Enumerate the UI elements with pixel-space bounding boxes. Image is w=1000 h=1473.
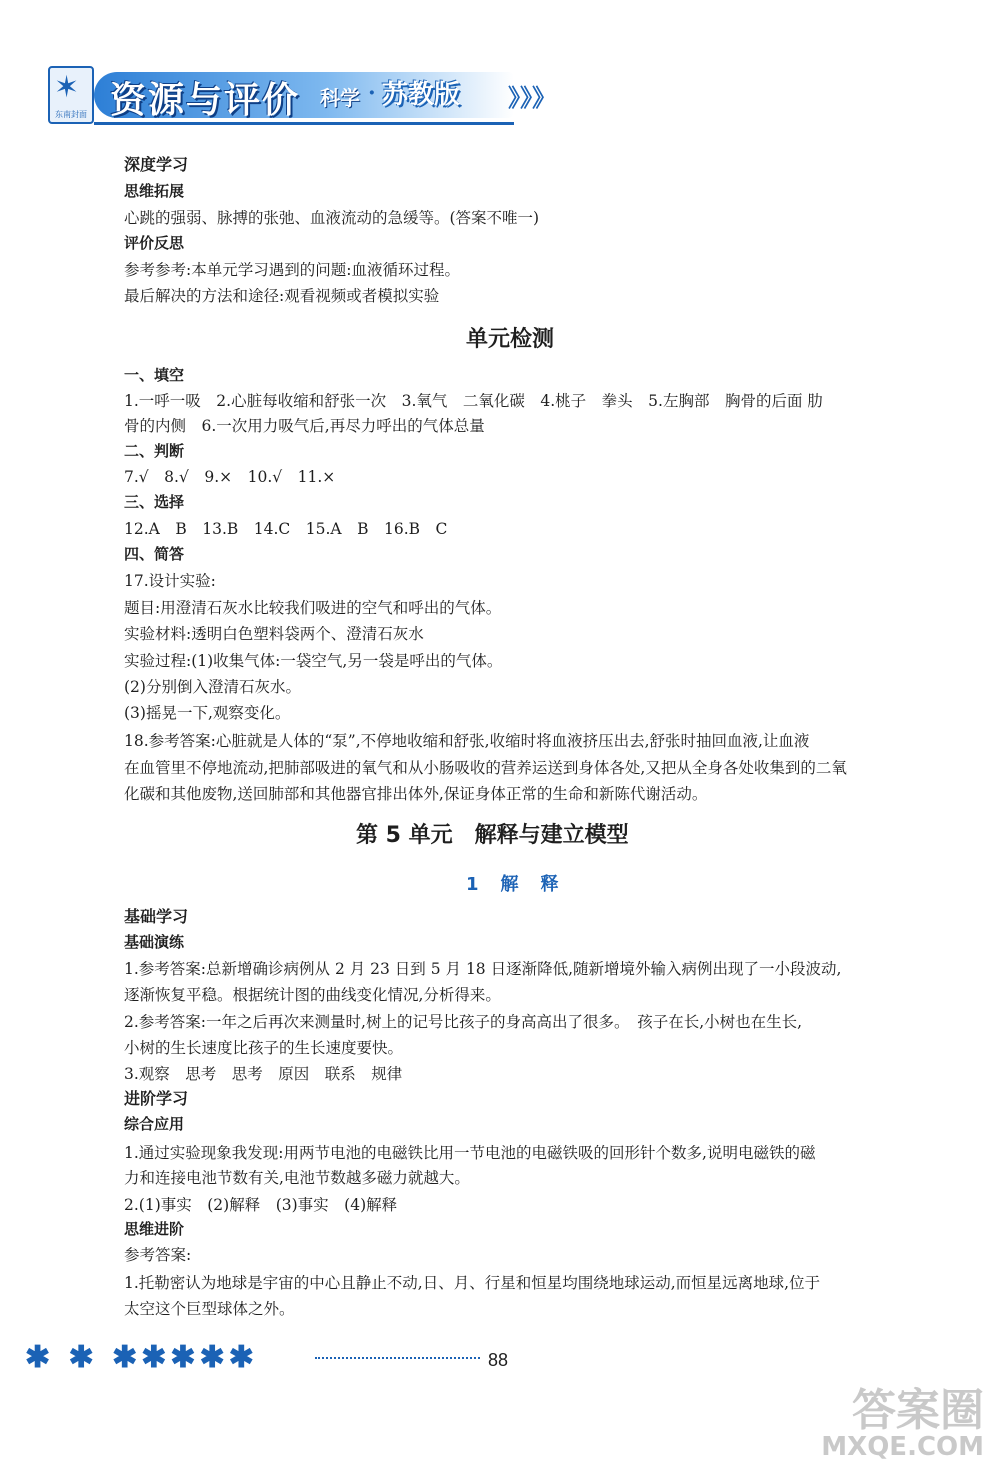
text-line: 逐渐恢复平稳。根据统计图的曲线变化情况,分析得来。 [124, 986, 501, 1004]
separator-dot: · [368, 80, 376, 106]
subsection-heading: 二、判断 [124, 442, 185, 460]
text-line: 心跳的强弱、脉搏的张弛、血液流动的急缓等。(答案不唯一) [124, 209, 540, 227]
text-line: 骨的内侧 6.一次用力吸气后,再尽力呼出的气体总量 [124, 417, 485, 435]
text-line: 2.参考答案:一年之后再次来测量时,树上的记号比孩子的身高高出了很多。 孩子在长,小树也在生长, [124, 1013, 803, 1031]
text-line: 在血管里不停地流动,把肺部吸进的氧气和从小肠吸收的营养运送到身体各处,又把从全身各处收集到的二氧 [124, 759, 847, 777]
text-line: 参考答案: [124, 1246, 192, 1264]
star-logo-icon: ✶ [54, 70, 80, 105]
text-line: (3)摇晃一下,观察变化。 [124, 704, 291, 722]
text-line: 1.一呼一吸 2.心脏每收缩和舒张一次 3.氧气 二氧化碳 4.桃子 拳头 5.左胸部 胸骨的后面 肋 [124, 392, 823, 410]
section-heading: 基础学习 [124, 907, 189, 926]
text-line: 12.A B 13.B 14.C 15.A B 16.B C [124, 520, 448, 538]
subsection-heading: 三、选择 [124, 493, 185, 511]
section-title: 单元检测 [466, 327, 555, 352]
text-line: 实验材料:透明白色塑料袋两个、澄清石灰水 [124, 625, 424, 643]
text-line: 小树的生长速度比孩子的生长速度要快。 [124, 1039, 404, 1057]
text-line: 1.托勒密认为地球是宇宙的中心且静止不动,日、月、行星和恒星均围绕地球运动,而恒星远离地球,位于 [124, 1274, 821, 1292]
section-heading: 进阶学习 [124, 1089, 189, 1108]
logo-text: 东南封面 [55, 110, 87, 119]
publisher-logo [48, 66, 94, 124]
page-number: 88 [488, 1350, 509, 1370]
subsection-heading: 一、填空 [124, 366, 185, 384]
watermark [821, 1385, 984, 1462]
watermark-url: MXQE.COM [821, 1432, 984, 1462]
subsection-heading: 评价反思 [124, 234, 185, 252]
text-line: 题目:用澄清石灰水比较我们吸进的空气和呼出的气体。 [124, 599, 502, 617]
chevron-right-icon: 》》》 [508, 83, 556, 112]
watermark-text: 答案圈 [852, 1385, 984, 1436]
text-line: 太空这个巨型球体之外。 [124, 1300, 295, 1318]
subsection-heading: 基础演练 [124, 933, 185, 951]
series-title: 资源与评价 [110, 80, 301, 121]
text-line: 18.参考答案:心脏就是人体的“泵”,不停地收缩和舒张,收缩时将血液挤压出去,舒张时抽回血液,让血液 [124, 732, 810, 750]
text-line: (2)分别倒入澄清石灰水。 [124, 678, 301, 696]
subsection-heading: 思维拓展 [124, 182, 185, 200]
footer-dotted-rule [315, 1357, 480, 1359]
text-line: 实验过程:(1)收集气体:一袋空气,另一袋是呼出的气体。 [124, 652, 503, 670]
subsection-heading: 四、简答 [124, 545, 185, 563]
page-header [40, 60, 556, 130]
text-line: 7.√ 8.√ 9.× 10.√ 11.× [124, 468, 336, 486]
header-underline [94, 122, 514, 125]
edition-label: 苏教版 [382, 80, 461, 110]
decorative-stars-icon: ✱ ✱ ✱✱✱✱✱ [25, 1340, 258, 1375]
text-line: 1.通过实验现象我发现:用两节电池的电磁铁比用一节电池的电磁铁吸的回形针个数多,说明电磁铁的磁 [124, 1144, 816, 1162]
unit-title: 第 5 单元 解释与建立模型 [356, 823, 629, 848]
subsection-heading: 综合应用 [124, 1115, 185, 1133]
text-line: 1.参考答案:总新增确诊病例从 2 月 23 日到 5 月 18 日逐渐降低,随新增境外输入病例出现了一小段波动, [124, 960, 842, 978]
text-line: 2.(1)事实 (2)解释 (3)事实 (4)解释 [124, 1196, 398, 1214]
text-line: 参考参考:本单元学习遇到的问题:血液循环过程。 [124, 261, 460, 279]
lesson-title: 1 解 释 [466, 874, 561, 895]
text-line: 17.设计实验: [124, 572, 216, 590]
section-heading: 深度学习 [124, 155, 189, 174]
text-line: 最后解决的方法和途径:观看视频或者模拟实验 [124, 287, 440, 305]
subject-label: 科学 [320, 86, 360, 110]
text-line: 3.观察 思考 思考 原因 联系 规律 [124, 1065, 403, 1083]
text-line: 化碳和其他废物,送回肺部和其他器官排出体外,保证身体正常的生命和新陈代谢活动。 [124, 785, 708, 803]
subsection-heading: 思维进阶 [124, 1220, 185, 1238]
text-line: 力和连接电池节数有关,电池节数越多磁力就越大。 [124, 1169, 470, 1187]
